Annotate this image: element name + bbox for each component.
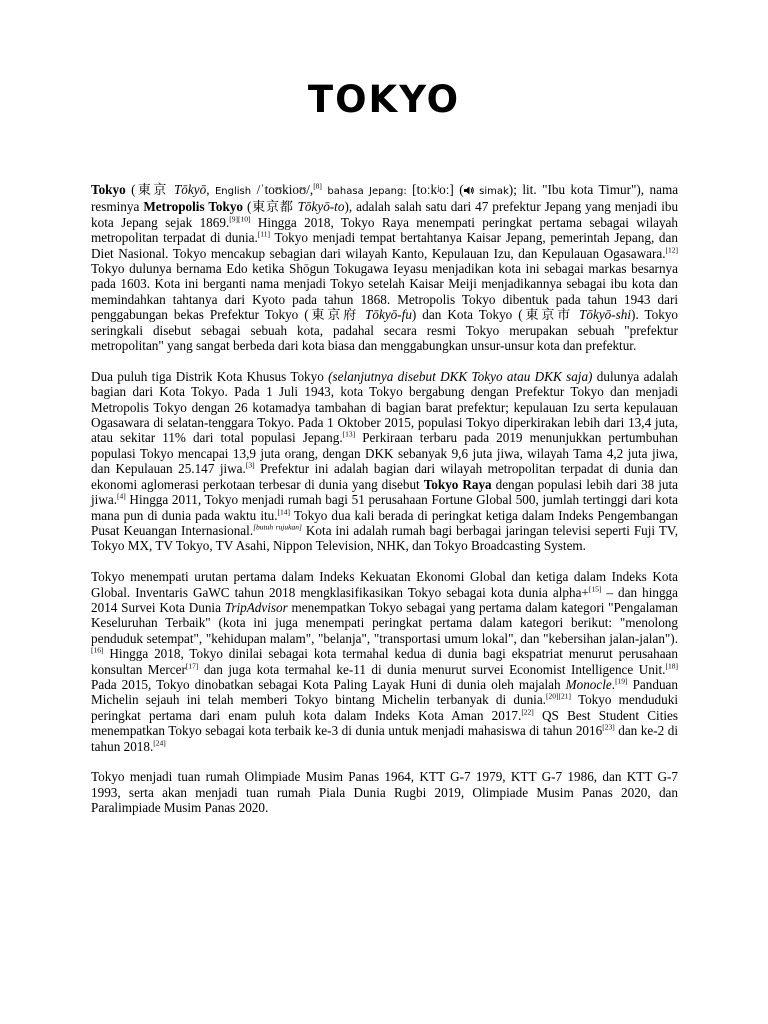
ref-9-10[interactable]: [9][10] xyxy=(229,214,251,224)
ref-3[interactable]: [3] xyxy=(245,460,255,470)
ipa-english: /ˈtoʊkioʊ/ xyxy=(256,182,310,197)
ref-19[interactable]: [19] xyxy=(615,676,628,686)
page-title: TOKYO xyxy=(307,78,461,121)
ref-15[interactable]: [15] xyxy=(588,584,602,594)
ref-8[interactable]: [8] xyxy=(313,181,322,191)
kanji-tokyo-shi: 東京市 xyxy=(522,307,574,323)
ref-11[interactable]: [11] xyxy=(257,229,270,239)
japanese-label: bahasa Jepang: xyxy=(327,186,407,197)
term-tokyo-raya: Tokyo Raya xyxy=(423,476,492,492)
speaker-icon[interactable] xyxy=(464,186,474,195)
ref-23[interactable]: [23] xyxy=(602,722,615,732)
paragraph-districts: Dua puluh tiga Distrik Kota Khusus Tokyo (selanjutnya disebut DKK Tokyo atau DKK saja) dulunya adalah bagian dari Kota Tokyo. Pada 1 Juli 1943, kota Tokyo bergabung dengan Prefektur Tokyo dan menjadi Metropolis Tokyo dengan 26 kotamadya tambahan di bagian barat prefektur; kepulauan Izu serta kepulauan Ogasawara di selatan-tenggara Tokyo. Pada 1 Oktober 2015, populasi Tokyo diperkirakan lebih dari 13,4 juta, atau sekitar 11% dari total populasi Jepang.[13] Perkiraan terbaru pada 2019 menunjukkan pertumbuhan populasi Tokyo mencapai 13,9 juta orang, dengan DKK sebanyak 9,6 juta jiwa, wilayah Tama 4,2 juta jiwa, dan Kepulauan 25.147 jiwa.[3] Prefektur ini adalah bagian dari wilayah metropolitan terpadat di dunia dan ekonomi aglomerasi perkotaan terbesar di dunia yang disebut Tokyo Raya dengan populasi lebih dari 38 juta jiwa.[4] Hingga 2011, Tokyo menjadi rumah bagi 51 perusahaan Fortune Global 500, jumlah tertinggi dari kota mana pun di dunia pada waktu itu.[14] Tokyo dua kali berada di peringkat ketiga dalam Indeks Pengembangan Pusat Keuangan Internasional.[butuh rujukan] Kota ini adalah rumah bagi berbagai jaringan televisi seperti Fuji TV, Tokyo MX, TV Tokyo, TV Asahi, Nippon Television, NHK, dan Tokyo Broadcasting System. xyxy=(91,368,679,554)
ref-13[interactable]: [13] xyxy=(342,430,356,440)
paragraph-events: Tokyo menjadi tuan rumah Olimpiade Musim Panas 1964, KTT G-7 1979, KTT G-7 1986, dan KTT G-7 1993, serta akan menjadi tuan rumah Piala Dunia Rugbi 2019, Olimpiade Musim Panas 2020, dan Paralimpiade Musim Panas 2020. xyxy=(91,769,678,816)
term-monocle: Monocle xyxy=(565,676,612,692)
kanji-tokyo-to: 東京都 xyxy=(251,199,294,215)
ref-17[interactable]: [17] xyxy=(185,661,199,671)
term-tripadvisor: TripAdvisor xyxy=(224,599,288,615)
kanji-tokyo: 東京 xyxy=(135,182,169,197)
romaji-tokyo-shi: Tōkyō-shi xyxy=(579,307,632,323)
romaji-tokyo-to: Tōkyō-to xyxy=(297,199,345,215)
dkk-note: (selanjutnya disebut DKK Tokyo atau DKK saja) xyxy=(328,368,593,384)
ref-14[interactable]: [14] xyxy=(277,507,291,517)
listen-link[interactable]: simak xyxy=(479,186,509,197)
article-body xyxy=(91,182,678,831)
ref-4[interactable]: [4] xyxy=(117,491,126,501)
ref-22[interactable]: [22] xyxy=(521,707,534,717)
ref-24[interactable]: [24] xyxy=(153,738,166,748)
ref-citation-needed[interactable]: [butuh rujukan] xyxy=(253,522,302,532)
ref-16[interactable]: [16] xyxy=(91,645,104,655)
ref-20-21[interactable]: [20][21] xyxy=(545,691,571,701)
term-metropolis-tokyo: Metropolis Tokyo xyxy=(143,199,244,215)
english-label: English xyxy=(214,186,252,197)
term-tokyo: Tokyo xyxy=(91,182,126,197)
romaji-tokyo: Tōkyō xyxy=(173,182,207,197)
kanji-tokyo-fu: 東京府 xyxy=(308,307,360,323)
romaji-tokyo-fu: Tōkyō-fu xyxy=(365,307,412,323)
ref-12[interactable]: [12] xyxy=(665,245,678,255)
paragraph-rankings: Tokyo menempati urutan pertama dalam Indeks Kekuatan Ekonomi Global dan ketiga dalam Indeks Kota Global. Inventaris GaWC tahun 2018 mengklasifikasikan Tokyo sebagai kota dunia alpha+[15] – dan hingga 2014 Survei Kota Dunia TripAdvisor menempatkan Tokyo sebagai yang pertama dalam kategori "Pengalaman Keseluruhan Terbaik" (kota ini juga menempati peringkat pertama dalam kategori berikut: "menolong penduduk setempat", "kehidupan malam", "belanja", "transportasi umum lokal", dan "kebersihan jalan-jalan").[16] Hingga 2018, Tokyo dinilai sebagai kota termahal kedua di dunia bagi ekspatriat menurut perusahaan konsultan Mercer[17] dan juga kota termahal ke-11 di dunia menurut survei Economist Intelligence Unit.[18] Pada 2015, Tokyo dinobatkan sebagai Kota Paling Layak Huni di dunia oleh majalah Monocle.[19] Panduan Michelin sejauh ini telah memberi Tokyo bintang Michelin terbanyak di dunia.[20][21] Tokyo menduduki peringkat pertama dari enam puluh kota dalam Indeks Kota Aman 2017.[22] QS Best Student Cities menempatkan Tokyo sebagai kota terbaik ke-3 di dunia untuk menjadi mahasiswa di tahun 2016[23] dan ke-2 di tahun 2018.[24] xyxy=(91,569,679,754)
ref-18[interactable]: [18] xyxy=(665,661,678,671)
paragraph-intro: Tokyo (東京 Tōkyō, English /ˈtoʊkioʊ/,[8] bahasa Jepang: [toːkʲoː] ( simak); lit. "Ibu kota Timur"), nama resminya Metropolis Tokyo (東京都 Tōkyō-to), adalah salah satu dari 47 prefektur Jepang yang menjadi ibu kota Jepang sejak 1869.[9][10] Hingga 2018, Tokyo Raya menempati peringkat pertama sebagai wilayah metropolitan terpadat di dunia.[11] Tokyo menjadi tempat bertahtanya Kaisar Jepang, pemerintah Jepang, dan Diet Nasional. Tokyo mencakup sebagian dari wilayah Kanto, Kepulauan Izu, dan Kepulauan Ogasawara.[12] Tokyo dulunya bernama Edo ketika Shōgun Tokugawa Ieyasu menjadikan kota ini sebagai markas besarnya pada 1603. Kota ini berganti nama menjadi Tokyo setelah Kaisar Meiji menjadikannya sebagai ibu kota dan memindahkan tahtanya dari Kyoto pada tahun 1868. Metropolis Tokyo dibentuk pada tahun 1943 dari penggabungan bekas Prefektur Tokyo (東京府 Tōkyō-fu) dan Kota Tokyo (東京市 Tōkyō-shi). Tokyo seringkali disebut sebagai sebuah kota, padahal secara resmi Tokyo merupakan sebuah "prefektur metropolitan" yang sangat berbeda dari kota biasa dan menggabungkan unsur-unsur kota dan prefektur. xyxy=(91,181,679,354)
ipa-japanese: [toːkʲoː] xyxy=(412,182,454,197)
